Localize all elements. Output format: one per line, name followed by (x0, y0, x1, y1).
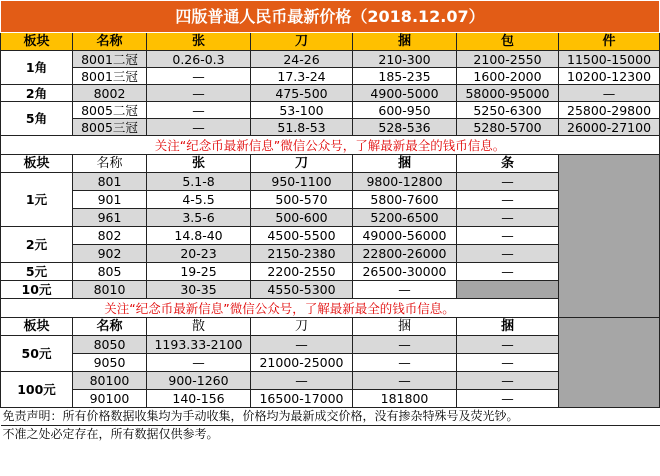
price-cell: 5.1-8 (147, 173, 251, 191)
header-knife: 刀 (251, 318, 353, 336)
price-cell: 475-500 (251, 85, 353, 102)
price-cell: 1193.33-2100 (147, 336, 251, 354)
price-cell: — (457, 209, 559, 227)
price-cell: 5280-5700 (457, 119, 559, 136)
header-block: 板块 (1, 318, 73, 336)
block-label: 50元 (1, 336, 73, 372)
big-header-row (1, 318, 660, 336)
price-cell: 11500-15000 (559, 51, 660, 68)
header-bundle: 捆 (353, 155, 457, 173)
price-cell: — (147, 68, 251, 85)
price-cell: 58000-95000 (457, 85, 559, 102)
header-case: 件 (559, 33, 660, 51)
price-cell: 3.5-6 (147, 209, 251, 227)
price-cell: 1600-2000 (457, 68, 559, 85)
price-cell: 185-235 (353, 68, 457, 85)
header-knife: 刀 (251, 155, 353, 173)
header-name: 名称 (73, 318, 147, 336)
price-cell: 10200-12300 (559, 68, 660, 85)
price-cell: 5200-6500 (353, 209, 457, 227)
coin-header-row (1, 33, 660, 51)
price-cell: 53-100 (251, 102, 353, 119)
price-cell: — (457, 336, 559, 354)
price-cell: 2100-2550 (457, 51, 559, 68)
price-cell: 25800-29800 (559, 102, 660, 119)
item-name: 8001三冠 (73, 68, 147, 85)
header-block: 板块 (1, 155, 73, 173)
header-block: 板块 (1, 33, 73, 51)
price-cell: — (251, 372, 353, 390)
notice-text: 关注“纪念币最新信息”微信公众号，了解最新最全的钱币信息。 (1, 136, 660, 155)
price-cell: 51.8-53 (251, 119, 353, 136)
table-row (1, 102, 660, 119)
price-cell: — (457, 245, 559, 263)
price-cell: — (353, 372, 457, 390)
header-sheet: 张 (147, 33, 251, 51)
price-cell: 4900-5000 (353, 85, 457, 102)
block-label: 1角 (1, 51, 73, 85)
item-name: 901 (73, 191, 147, 209)
price-cell: 5800-7600 (353, 191, 457, 209)
price-cell: — (147, 354, 251, 372)
price-cell (457, 281, 559, 299)
price-cell: — (353, 281, 457, 299)
price-cell: — (457, 354, 559, 372)
disclaimer-line-1: 免责声明：所有价格数据收集均为手动收集，价格均为最新成交价格，没有掺杂特殊号及荧光钞。 (1, 408, 660, 426)
header-name: 名称 (73, 33, 147, 51)
header-bundle: 捆 (353, 33, 457, 51)
item-name: 90100 (73, 390, 147, 408)
yuan-header-row (1, 155, 660, 173)
price-cell: 4500-5500 (251, 227, 353, 245)
price-cell: 500-570 (251, 191, 353, 209)
block-label: 2角 (1, 85, 73, 102)
item-name: 961 (73, 209, 147, 227)
item-name: 9050 (73, 354, 147, 372)
price-cell: 4550-5300 (251, 281, 353, 299)
price-cell: — (559, 85, 660, 102)
price-cell: 5250-6300 (457, 102, 559, 119)
price-cell: — (147, 85, 251, 102)
item-name: 8050 (73, 336, 147, 354)
header-knife: 刀 (251, 33, 353, 51)
price-cell: 181800 (353, 390, 457, 408)
price-cell: — (353, 354, 457, 372)
price-cell: 24-26 (251, 51, 353, 68)
notice-text: 关注“纪念币最新信息”微信公众号，了解最新最全的钱币信息。 (1, 299, 559, 318)
price-cell: — (353, 336, 457, 354)
price-cell: 26000-27100 (559, 119, 660, 136)
item-name: 8002 (73, 85, 147, 102)
table-row (1, 119, 660, 136)
item-name: 801 (73, 173, 147, 191)
price-cell: — (457, 372, 559, 390)
price-cell: — (251, 336, 353, 354)
item-name: 80100 (73, 372, 147, 390)
price-cell: 17.3-24 (251, 68, 353, 85)
price-cell: 900-1260 (147, 372, 251, 390)
table-row (1, 85, 660, 102)
price-cell: — (147, 119, 251, 136)
price-cell: 16500-17000 (251, 390, 353, 408)
price-cell: 2150-2380 (251, 245, 353, 263)
header-strip: 条 (457, 155, 559, 173)
blank-column (559, 155, 660, 318)
price-cell: — (147, 102, 251, 119)
price-cell: 9800-12800 (353, 173, 457, 191)
header-pack: 包 (457, 33, 559, 51)
item-name: 8001二冠 (73, 51, 147, 68)
price-cell: 950-1100 (251, 173, 353, 191)
price-cell: 19-25 (147, 263, 251, 281)
price-cell: 22800-26000 (353, 245, 457, 263)
sheet-title: 四版普通人民币最新价格（2018.12.07） (1, 1, 660, 33)
price-cell: 528-536 (353, 119, 457, 136)
price-cell: 30-35 (147, 281, 251, 299)
item-name: 902 (73, 245, 147, 263)
item-name: 8010 (73, 281, 147, 299)
price-cell: 0.26-0.3 (147, 51, 251, 68)
item-name: 8005二冠 (73, 102, 147, 119)
block-label: 5元 (1, 263, 73, 281)
disclaimer-line-2: 不准之处必定存在，所有数据仅供参考。 (1, 426, 660, 444)
price-cell: 600-950 (353, 102, 457, 119)
price-cell: 210-300 (353, 51, 457, 68)
item-name: 802 (73, 227, 147, 245)
price-cell: — (457, 227, 559, 245)
header-sheet: 张 (147, 155, 251, 173)
header-loose: 散 (147, 318, 251, 336)
price-cell: — (457, 173, 559, 191)
price-cell: 21000-25000 (251, 354, 353, 372)
item-name: 8005三冠 (73, 119, 147, 136)
header-bundle-2: 捆 (457, 318, 559, 336)
table-row (1, 68, 660, 85)
price-cell: — (457, 191, 559, 209)
price-cell: 500-600 (251, 209, 353, 227)
block-label: 1元 (1, 173, 73, 227)
block-label: 5角 (1, 102, 73, 136)
price-cell: — (457, 263, 559, 281)
price-cell: 4-5.5 (147, 191, 251, 209)
price-cell: — (457, 390, 559, 408)
header-bundle: 捆 (353, 318, 457, 336)
price-cell: 20-23 (147, 245, 251, 263)
block-label: 2元 (1, 227, 73, 263)
price-cell: 26500-30000 (353, 263, 457, 281)
header-name: 名称 (73, 155, 147, 173)
block-label: 100元 (1, 372, 73, 408)
price-cell: 140-156 (147, 390, 251, 408)
price-cell: 2200-2550 (251, 263, 353, 281)
blank-column (559, 318, 660, 408)
price-cell: 49000-56000 (353, 227, 457, 245)
block-label: 10元 (1, 281, 73, 299)
table-row (1, 51, 660, 68)
price-cell: 14.8-40 (147, 227, 251, 245)
item-name: 805 (73, 263, 147, 281)
